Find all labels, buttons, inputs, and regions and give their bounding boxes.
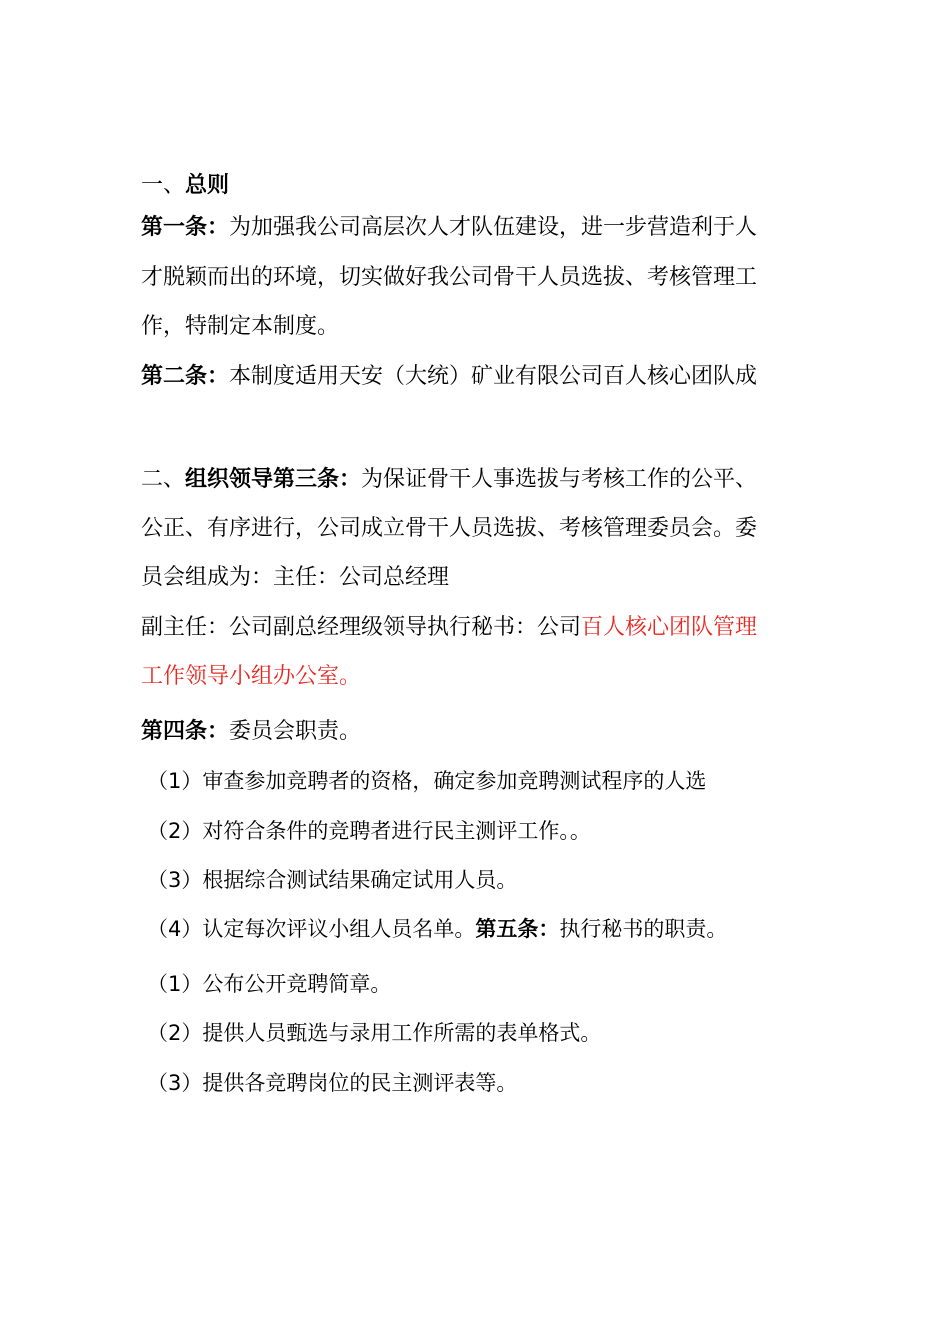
article-4-item-4-text: （4）认定每次评议小组人员名单。 (147, 917, 476, 941)
section-1-heading-prefix: 一、 (141, 173, 186, 198)
article-4-text: 委员会职责。 (229, 719, 362, 744)
article-2 (141, 362, 757, 392)
section-2-line-3: 员会组成为：主任：公司总经理 (141, 565, 450, 590)
article-4 (141, 717, 361, 747)
section-2-line-4-text: 副主任：公司副总经理级领导执行秘书：公司 (141, 615, 582, 640)
article-5-label: 第五条： (475, 917, 560, 941)
article-5-item-1: （1）公布公开竞聘简章。 (147, 972, 392, 996)
article-5-item-3: （3）提供各竞聘岗位的民主测评表等。 (147, 1071, 518, 1095)
article-1-text-1: 为加强我公司高层次人才队伍建设，进一步营造利于人 (229, 215, 758, 240)
article-3-text-1: 为保证骨干人事选拔与考核工作的公平、 (361, 467, 758, 492)
article-1-line-1 (141, 213, 757, 243)
section-2-line-2: 公正、有序进行，公司成立骨干人员选拔、考核管理委员会。委 (141, 516, 758, 541)
article-1-label: 第一条： (141, 215, 230, 240)
section-1-heading (141, 171, 229, 201)
article-4-item-1: （1）审查参加竞聘者的资格，确定参加竞聘测试程序的人选 (147, 769, 707, 793)
section-1-heading-title: 总则 (185, 173, 230, 198)
article-2-label: 第二条： (141, 364, 230, 389)
section-2-line-4-highlight: 百人核心团队管理 (581, 615, 758, 640)
article-5-item-2: （2）提供人员甄选与录用工作所需的表单格式。 (147, 1021, 602, 1045)
article-4-item-3: （3）根据综合测试结果确定试用人员。 (147, 868, 518, 892)
section-2-heading-prefix: 二、 (141, 467, 186, 492)
section-2-heading-title: 组织领导 (185, 467, 274, 492)
article-1-line-3: 作，特制定本制度。 (141, 314, 340, 339)
section-2-line-4 (141, 613, 757, 643)
article-4-item-2: （2）对符合条件的竞聘者进行民主测评工作。。 (147, 819, 591, 843)
article-3-label: 第三条： (273, 467, 362, 492)
section-2-line-5-highlight: 工作领导小组办公室。 (141, 664, 362, 689)
article-1-line-2: 才脱颖而出的环境，切实做好我公司骨干人员选拔、考核管理工 (141, 265, 758, 290)
article-4-label: 第四条： (141, 719, 230, 744)
article-5-text: 执行秘书的职责。 (559, 917, 728, 941)
article-4-item-4 (147, 914, 727, 944)
section-2-line-1 (141, 465, 757, 495)
article-2-text: 本制度适用天安（大统）矿业有限公司百人核心团队成 (229, 364, 758, 389)
